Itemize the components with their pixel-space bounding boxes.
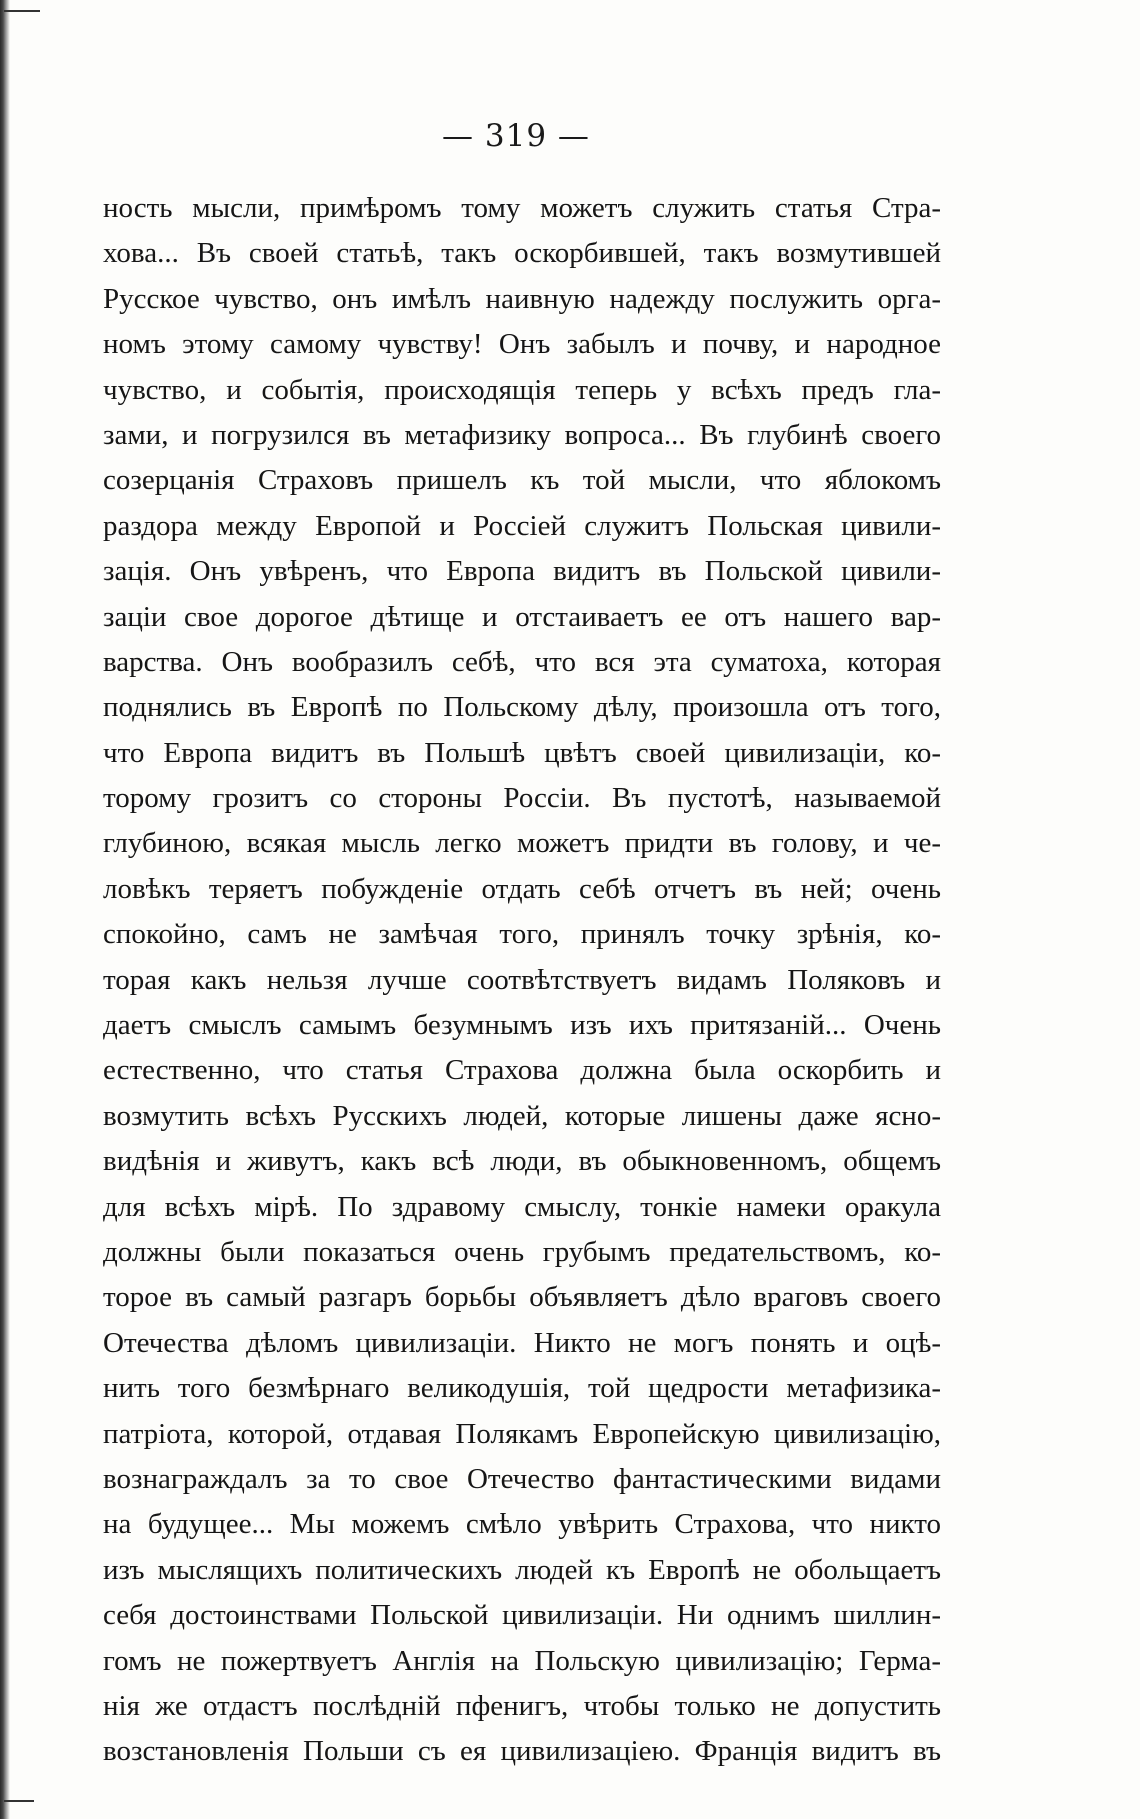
scan-speck xyxy=(4,10,40,12)
text-line: Русское чувство, онъ имѣлъ наивную надежду послужить орга- xyxy=(103,282,941,315)
text-line: чувство, и событія, происходящія теперь у всѣхъ предъ гла- xyxy=(103,373,941,406)
text-line: ность мысли, примѣромъ тому можетъ служить статья Стра- xyxy=(103,192,941,224)
text-line: вознаграждалъ за то свое Отечество фантастическими видами xyxy=(103,1462,941,1495)
text-line: нить того безмѣрнаго великодушія, той щедрости метафизика- xyxy=(103,1372,941,1405)
page-body-text xyxy=(103,186,941,1775)
text-line: возстановленія Польши съ ея цивилизаціею. Франція видитъ въ xyxy=(103,1735,941,1768)
text-line: возмутить всѣхъ Русскихъ людей, которые лишены даже ясно- xyxy=(103,1099,941,1132)
text-line: зами, и погрузился въ метафизику вопроса... Въ глубинѣ своего xyxy=(103,418,941,451)
text-line: должны были показаться очень грубымъ предательствомъ, ко- xyxy=(103,1235,941,1268)
text-line: патріота, которой, отдавая Полякамъ Европейскую цивилизацію, xyxy=(103,1417,941,1450)
text-line: заціи свое дорогое дѣтище и отстаиваетъ ее отъ нашего вар- xyxy=(103,600,941,633)
text-line: себя достоинствами Польской цивилизаціи. Ни однимъ шиллин- xyxy=(103,1599,941,1632)
scan-speck xyxy=(4,1800,34,1802)
text-line: зація. Онъ увѣренъ, что Европа видитъ въ Польской цивили- xyxy=(103,555,941,588)
text-line: естественно, что статья Страхова должна была оскорбить и xyxy=(103,1054,941,1087)
text-line: на будущее... Мы можемъ смѣло увѣрить Страхова, что никто xyxy=(103,1508,941,1541)
text-line: номъ этому самому чувству! Онъ забылъ и почву, и народное xyxy=(103,328,941,361)
text-line: варства. Онъ вообразилъ себѣ, что вся эта суматоха, которая xyxy=(103,645,941,678)
text-line: ловѣкъ теряетъ побужденіе отдать себѣ отчетъ въ ней; очень xyxy=(103,872,941,905)
text-line: поднялись въ Европѣ по Польскому дѣлу, произошла отъ того, xyxy=(103,691,941,724)
text-line: торое въ самый разгаръ борьбы объявляетъ дѣло враговъ своего xyxy=(103,1281,941,1314)
text-line: созерцанія Страховъ пришелъ къ той мысли, что яблокомъ xyxy=(103,464,941,497)
page-number: — 319 — xyxy=(442,118,590,154)
text-line: Отечества дѣломъ цивилизаціи. Никто не могъ понять и оцѣ- xyxy=(103,1326,941,1359)
text-line: видѣнія и живутъ, какъ всѣ люди, въ обыкновенномъ, общемъ xyxy=(103,1145,941,1178)
text-line: торая какъ нельзя лучше соотвѣтствуетъ видамъ Поляковъ и xyxy=(103,963,941,996)
text-line: глубиною, всякая мысль легко можетъ придти въ голову, и че- xyxy=(103,827,941,860)
text-line: изъ мыслящихъ политическихъ людей къ Европѣ не обольщаетъ xyxy=(103,1553,941,1586)
text-line: нія же отдастъ послѣдній пфенигъ, чтобы только не допустить xyxy=(103,1689,941,1722)
text-line: торому грозитъ со стороны Россіи. Въ пустотѣ, называемой xyxy=(103,782,941,815)
text-line: спокойно, самъ не замѣчая того, принялъ точку зрѣнія, ко- xyxy=(103,918,941,951)
text-line: для всѣхъ мірѣ. По здравому смыслу, тонкіе намеки оракула xyxy=(103,1190,941,1223)
text-line: хова... Въ своей статьѣ, такъ оскорбившей, такъ возмутившей xyxy=(103,237,941,270)
page-binding-edge xyxy=(0,0,10,1819)
text-line: гомъ не пожертвуетъ Англія на Польскую цивилизацію; Герма- xyxy=(103,1644,941,1677)
text-line: что Европа видитъ въ Польшѣ цвѣтъ своей цивилизаціи, ко- xyxy=(103,736,941,769)
text-line: даетъ смыслъ самымъ безумнымъ изъ ихъ притязаній... Очень xyxy=(103,1009,941,1042)
text-line: раздора между Европой и Россіей служитъ Польская цивили- xyxy=(103,509,941,542)
